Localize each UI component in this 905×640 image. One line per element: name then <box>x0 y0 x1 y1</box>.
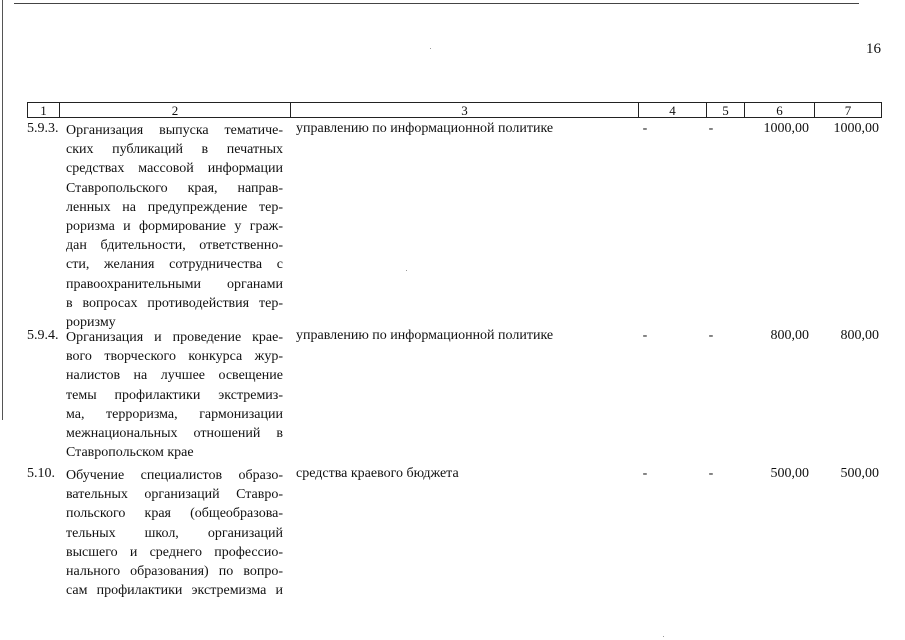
cell-col6: 500,00 <box>770 466 809 481</box>
column-header-4: 4 <box>638 103 706 117</box>
page-top-border <box>14 3 859 4</box>
scan-speck <box>406 270 407 271</box>
description-line: темы профилактики экстремиз- <box>66 387 283 403</box>
description-line: вого творческого конкурса жур- <box>66 349 283 365</box>
cell-col7: 800,00 <box>840 328 879 343</box>
funding-source: управлению по информационной политике <box>296 328 554 343</box>
funding-source: управлению по информационной политике <box>296 121 554 136</box>
column-header-1: 1 <box>40 103 47 118</box>
row-number: 5.9.4. <box>27 328 59 343</box>
description-line: высшего и среднего профессио- <box>66 544 283 560</box>
description-line: сам профилактики экстремизма и <box>66 583 283 599</box>
scan-speck <box>663 636 664 637</box>
cell-col4: - <box>642 466 648 481</box>
cell-col6: 800,00 <box>770 328 809 343</box>
description-line: роризму <box>66 314 116 330</box>
row-number: 5.10. <box>27 466 55 481</box>
table-header-row <box>27 102 882 118</box>
scan-speck <box>430 48 431 49</box>
column-header-5: 5 <box>706 103 744 117</box>
row-number: 5.9.3. <box>27 121 59 136</box>
description-line: ма, терроризма, гармонизации <box>66 406 283 422</box>
description-line: вательных организаций Ставро- <box>66 487 283 503</box>
cell-col6: 1000,00 <box>763 121 809 136</box>
cell-col5: - <box>708 121 714 136</box>
description-line: налистов на лучшее освещение <box>66 368 283 384</box>
description-line: средствах массовой информации <box>66 161 283 177</box>
description-line: нального образования) по вопро- <box>66 563 283 579</box>
cell-col7: 1000,00 <box>833 121 879 136</box>
description-line: роризма и формирование у граж- <box>66 218 283 234</box>
description-line: сти, желания сотрудничества с <box>66 257 283 273</box>
description-line: правоохранительными органами <box>66 276 283 292</box>
description-line: Ставропольского края, направ- <box>66 180 283 196</box>
description-line: ленных на предупреждение тер- <box>66 199 283 215</box>
cell-col5: - <box>708 328 714 343</box>
row-description <box>66 328 283 462</box>
cell-col7: 500,00 <box>840 466 879 481</box>
column-header-7: 7 <box>814 103 881 117</box>
description-line: польского края (общеобразова- <box>66 506 283 522</box>
cell-col4: - <box>642 121 648 136</box>
column-header-6: 6 <box>744 103 814 117</box>
description-line: Ставропольском крае <box>66 445 194 461</box>
description-line: дан бдительности, ответственно- <box>66 238 283 254</box>
description-line: Обучение специалистов образо- <box>66 468 283 483</box>
page-left-border <box>2 0 3 420</box>
description-line: тельных школ, организаций <box>66 525 283 541</box>
cell-col4: - <box>642 328 648 343</box>
description-line: ских публикаций в печатных <box>66 142 283 158</box>
row-description <box>66 466 283 600</box>
column-header-3: 3 <box>290 103 638 117</box>
description-line: межнациональных отношений в <box>66 425 283 441</box>
page-number: 16 <box>866 41 881 57</box>
cell-col5: - <box>708 466 714 481</box>
funding-source: средства краевого бюджета <box>296 466 459 481</box>
row-description <box>66 121 283 332</box>
description-line: в вопросах противодействия тер- <box>66 295 283 311</box>
column-header-2: 2 <box>59 103 290 117</box>
description-line: Организация и проведение крае- <box>66 330 283 345</box>
description-line: Организация выпуска тематиче- <box>66 123 283 138</box>
